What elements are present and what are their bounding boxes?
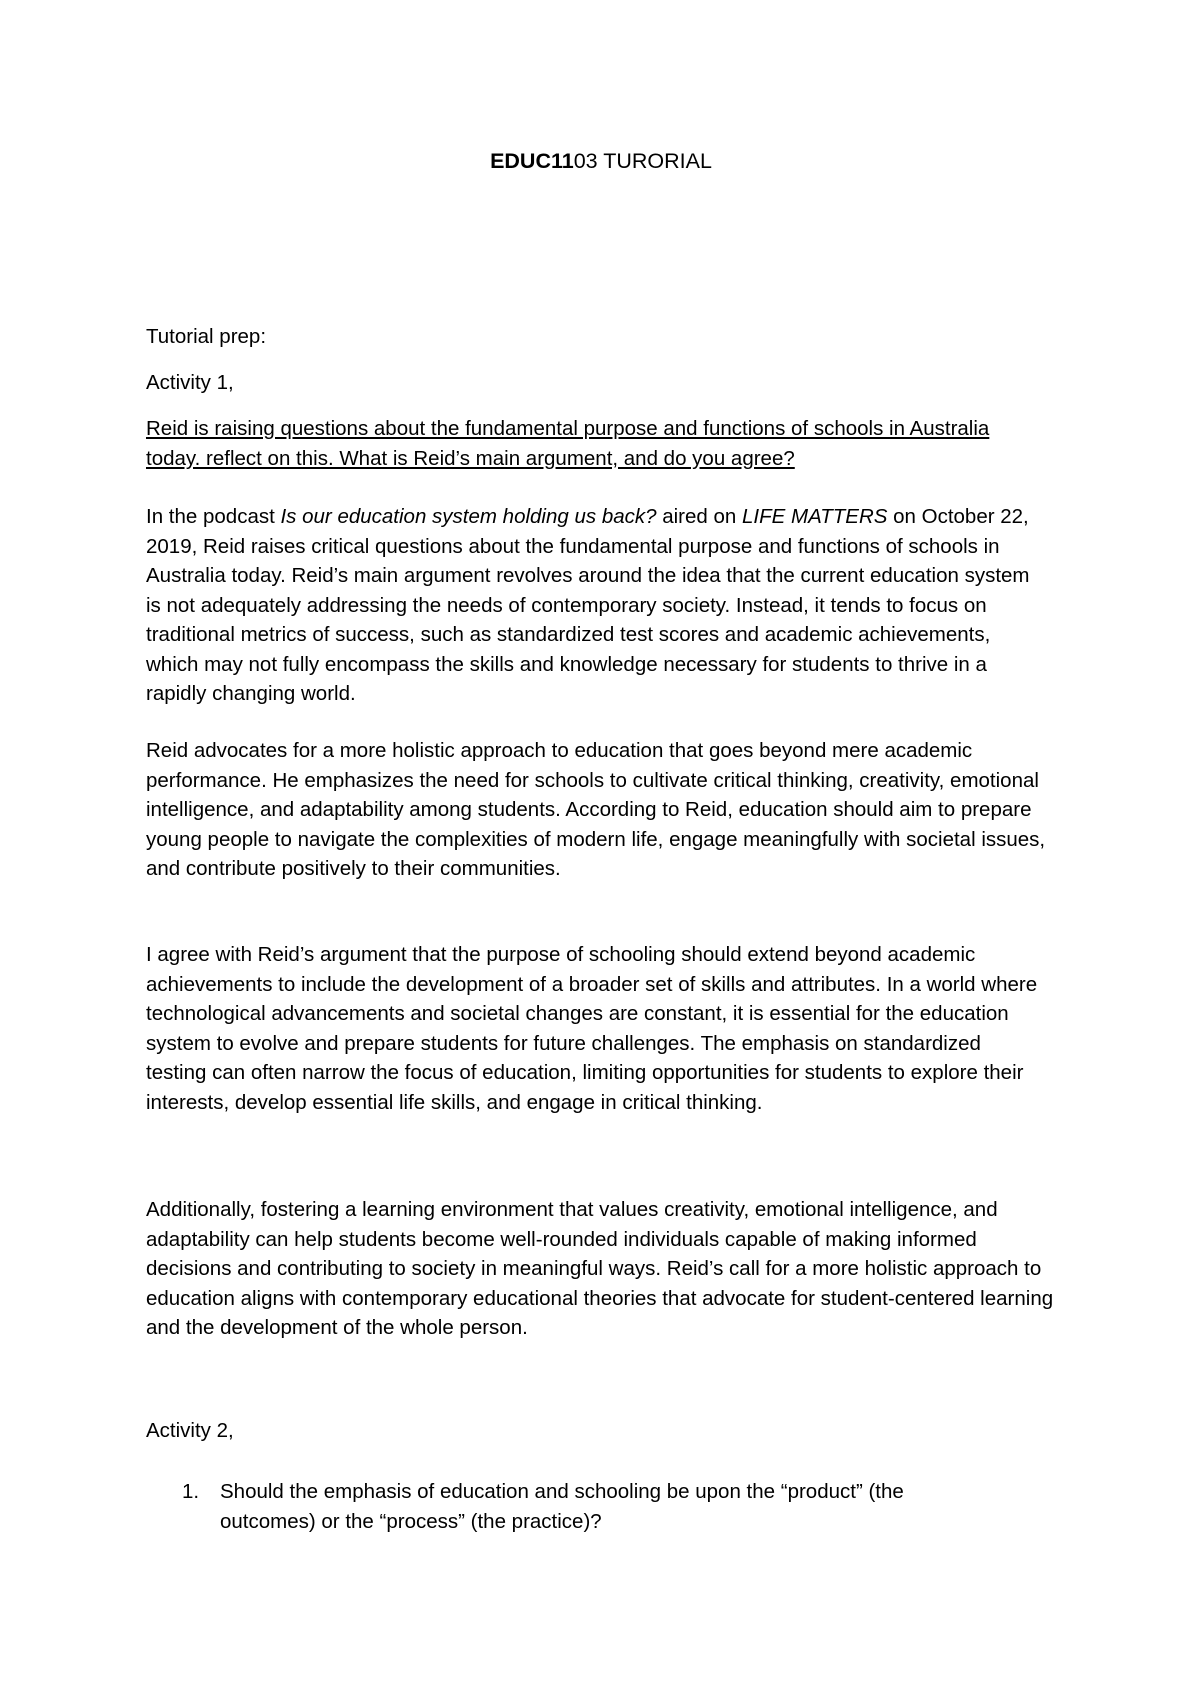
list-item-text: Should the emphasis of education and schooling be upon the “product” (the outcomes) or the “process” (the practice)? (220, 1480, 904, 1533)
title-bold-part: EDUC11 (490, 149, 574, 173)
activity-1-heading: Activity 1, (146, 371, 234, 394)
paragraph-1-body: on October 22, 2019, Reid raises critical questions about the fundamental purpose and functions of schools in Australia today. Reid’s main argument revolves around the idea that the current education system is not adequately addressing the needs of contemporary society. Instead, it tends to focus on traditional metrics of success, such as standardized test scores and academic achievements, which may not fully encompass the skills and knowledge necessary for students to thrive in a rapidly changing world. (146, 505, 1030, 705)
paragraph-2: Reid advocates for a more holistic approach to education that goes beyond mere academic performance. He emphasizes the need for schools to cultivate critical thinking, creativity, emotional intelligence, and adaptability among students. According to Reid, education should aim to prepare young people to navigate the complexities of modern life, engage meaningfully with societal issues, and contribute positively to their communities. (146, 739, 1046, 880)
paragraph-1-aired: aired on (656, 505, 743, 528)
paragraph-4: Additionally, fostering a learning environment that values creativity, emotional intelligence, and adaptability can help students become well-rounded individuals capable of making informed decisions and contributing to society in meaningful ways. Reid’s call for a more holistic approach to education aligns with contemporary educational theories that advocate for student-centered learning and the development of the whole person. (146, 1198, 1054, 1339)
activity-1-question: Reid is raising questions about the fundamental purpose and functions of schools in Australia today. reflect on this. What is Reid’s main argument, and do you agree? (146, 417, 990, 470)
paragraph-1-intro: In the podcast (146, 505, 281, 528)
title-rest-part: 03 TURORIAL (573, 149, 712, 173)
list-item-number: 1. (182, 1480, 200, 1503)
program-name: LIFE MATTERS (742, 505, 888, 528)
podcast-title: Is our education system holding us back? (280, 505, 657, 528)
paragraph-1 (146, 502, 1046, 709)
activity-2-heading: Activity 2, (146, 1419, 234, 1442)
tutorial-prep-label: Tutorial prep: (146, 325, 267, 348)
paragraph-3: I agree with Reid’s argument that the purpose of schooling should extend beyond academic achievements to include the development of a broader set of skills and attributes. In a world where technological advancements and societal changes are constant, it is essential for the education system to evolve and prepare students for future challenges. The emphasis on standardized testing can often narrow the focus of education, limiting opportunities for students to explore their interests, develop essential life skills, and engage in critical thinking. (146, 943, 1038, 1114)
document-title (146, 146, 1056, 176)
